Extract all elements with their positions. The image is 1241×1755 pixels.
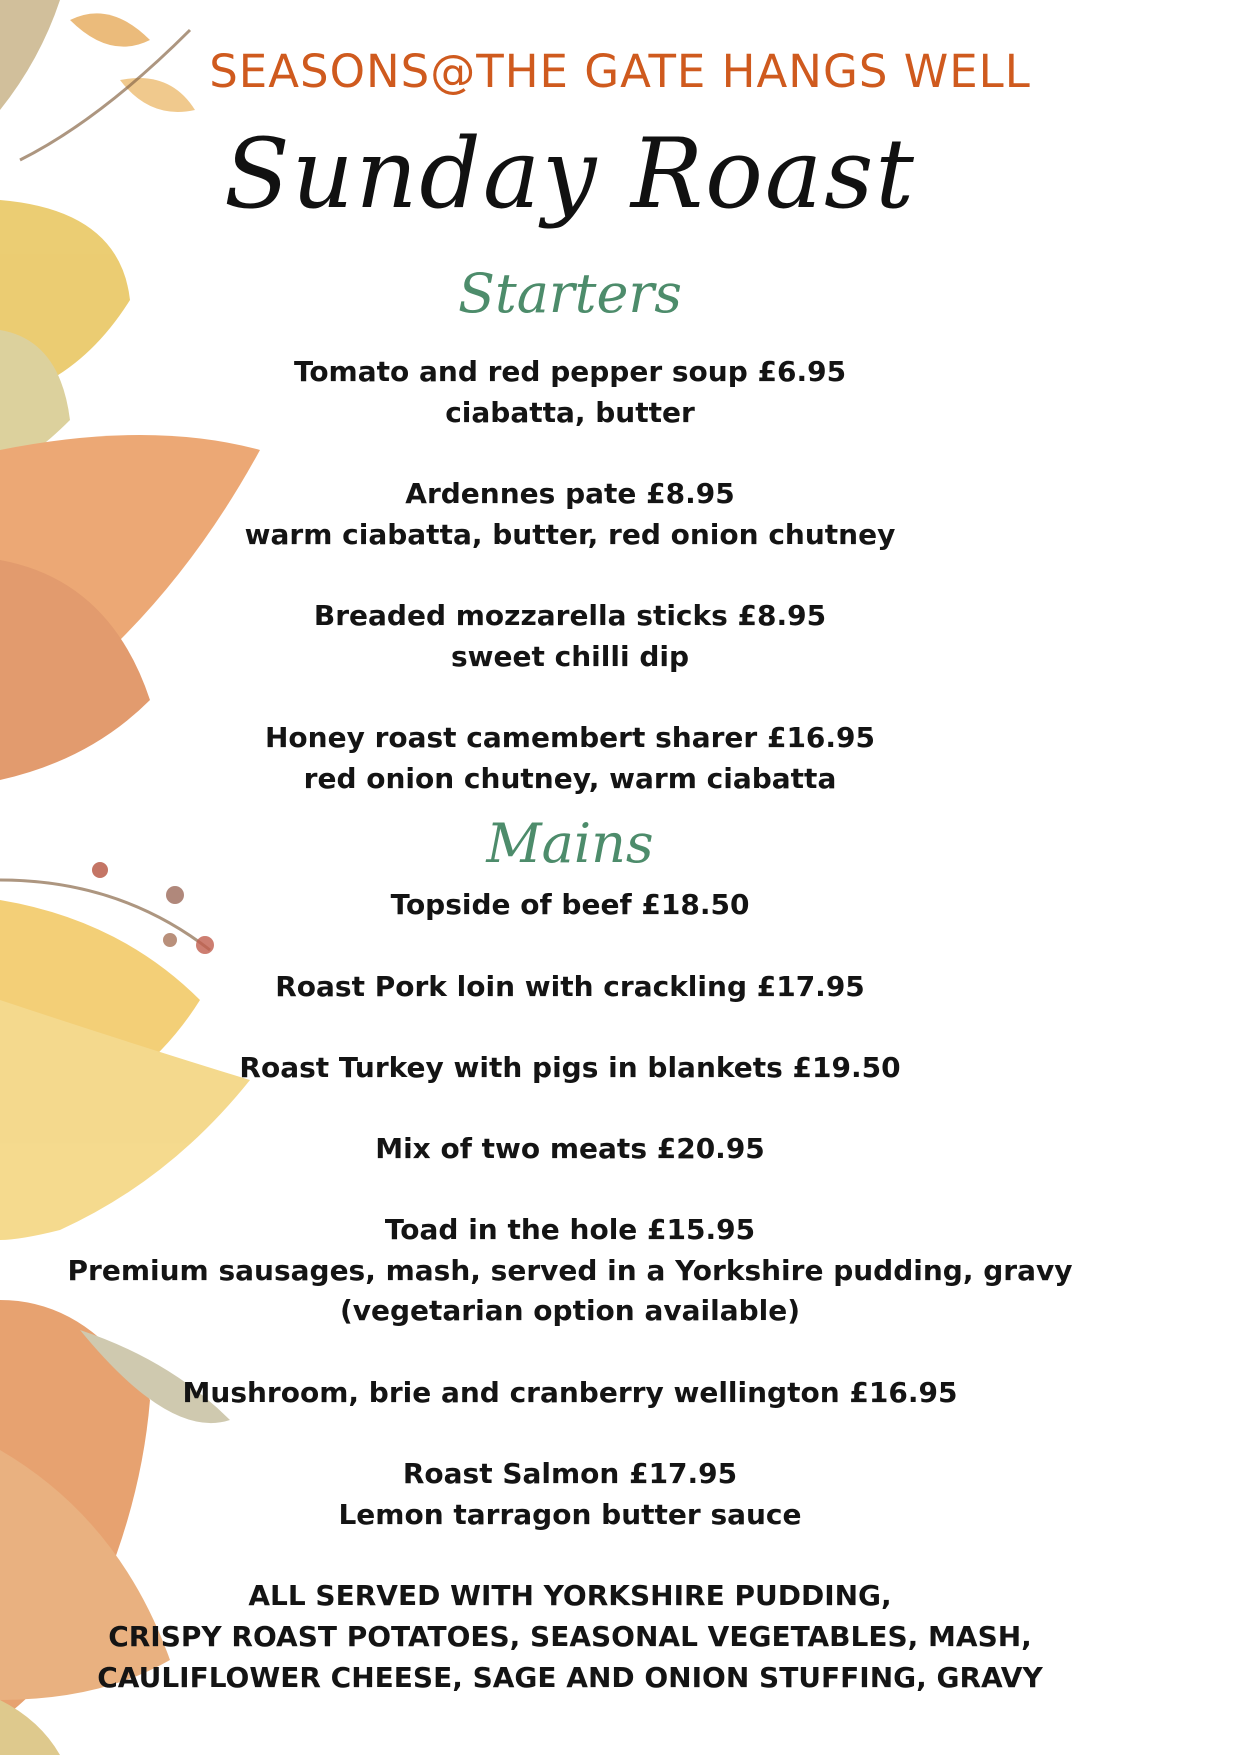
footer-line: ALL SERVED WITH YORKSHIRE PUDDING, — [248, 1579, 892, 1612]
main-note: (vegetarian option available) — [339, 1294, 801, 1327]
menu-content — [67, 0, 1140, 1755]
starter-name: Ardennes pate £8.95 — [405, 477, 735, 510]
main-name: Roast Turkey with pigs in blankets £19.50 — [239, 1051, 901, 1084]
menu-title: Sunday Roast — [223, 118, 916, 230]
starter-desc: warm ciabatta, butter, red onion chutney — [244, 518, 896, 551]
main-name: Mushroom, brie and cranberry wellington £16.95 — [182, 1376, 958, 1409]
main-desc: Lemon tarragon butter sauce — [338, 1498, 802, 1531]
starter-name: Breaded mozzarella sticks £8.95 — [313, 599, 827, 632]
section-heading-mains: Mains — [486, 812, 654, 875]
starter-name: Honey roast camembert sharer £16.95 — [264, 721, 876, 754]
main-desc: Premium sausages, mash, served in a Yorkshire pudding, gravy — [67, 1254, 1073, 1287]
starter-desc: ciabatta, butter — [445, 396, 695, 429]
section-heading-starters: Starters — [458, 262, 682, 325]
main-name: Toad in the hole £15.95 — [384, 1213, 756, 1246]
main-name: Roast Pork loin with crackling £17.95 — [275, 970, 865, 1003]
venue-name: SEASONS@THE GATE HANGS WELL — [209, 45, 1031, 98]
starter-desc: red onion chutney, warm ciabatta — [303, 762, 837, 795]
starter-name: Tomato and red pepper soup £6.95 — [293, 355, 847, 388]
main-name: Mix of two meats £20.95 — [375, 1132, 765, 1165]
main-name: Topside of beef £18.50 — [390, 888, 750, 921]
footer-line: CRISPY ROAST POTATOES, SEASONAL VEGETABLES, MASH, — [108, 1620, 1032, 1653]
starter-desc: sweet chilli dip — [451, 640, 689, 673]
leaf-icon — [0, 1700, 60, 1755]
leaf-icon — [0, 0, 60, 110]
footer-line: CAULIFLOWER CHEESE, SAGE AND ONION STUFFING, GRAVY — [97, 1661, 1043, 1694]
leaf-icon — [70, 13, 150, 46]
main-name: Roast Salmon £17.95 — [402, 1457, 738, 1490]
